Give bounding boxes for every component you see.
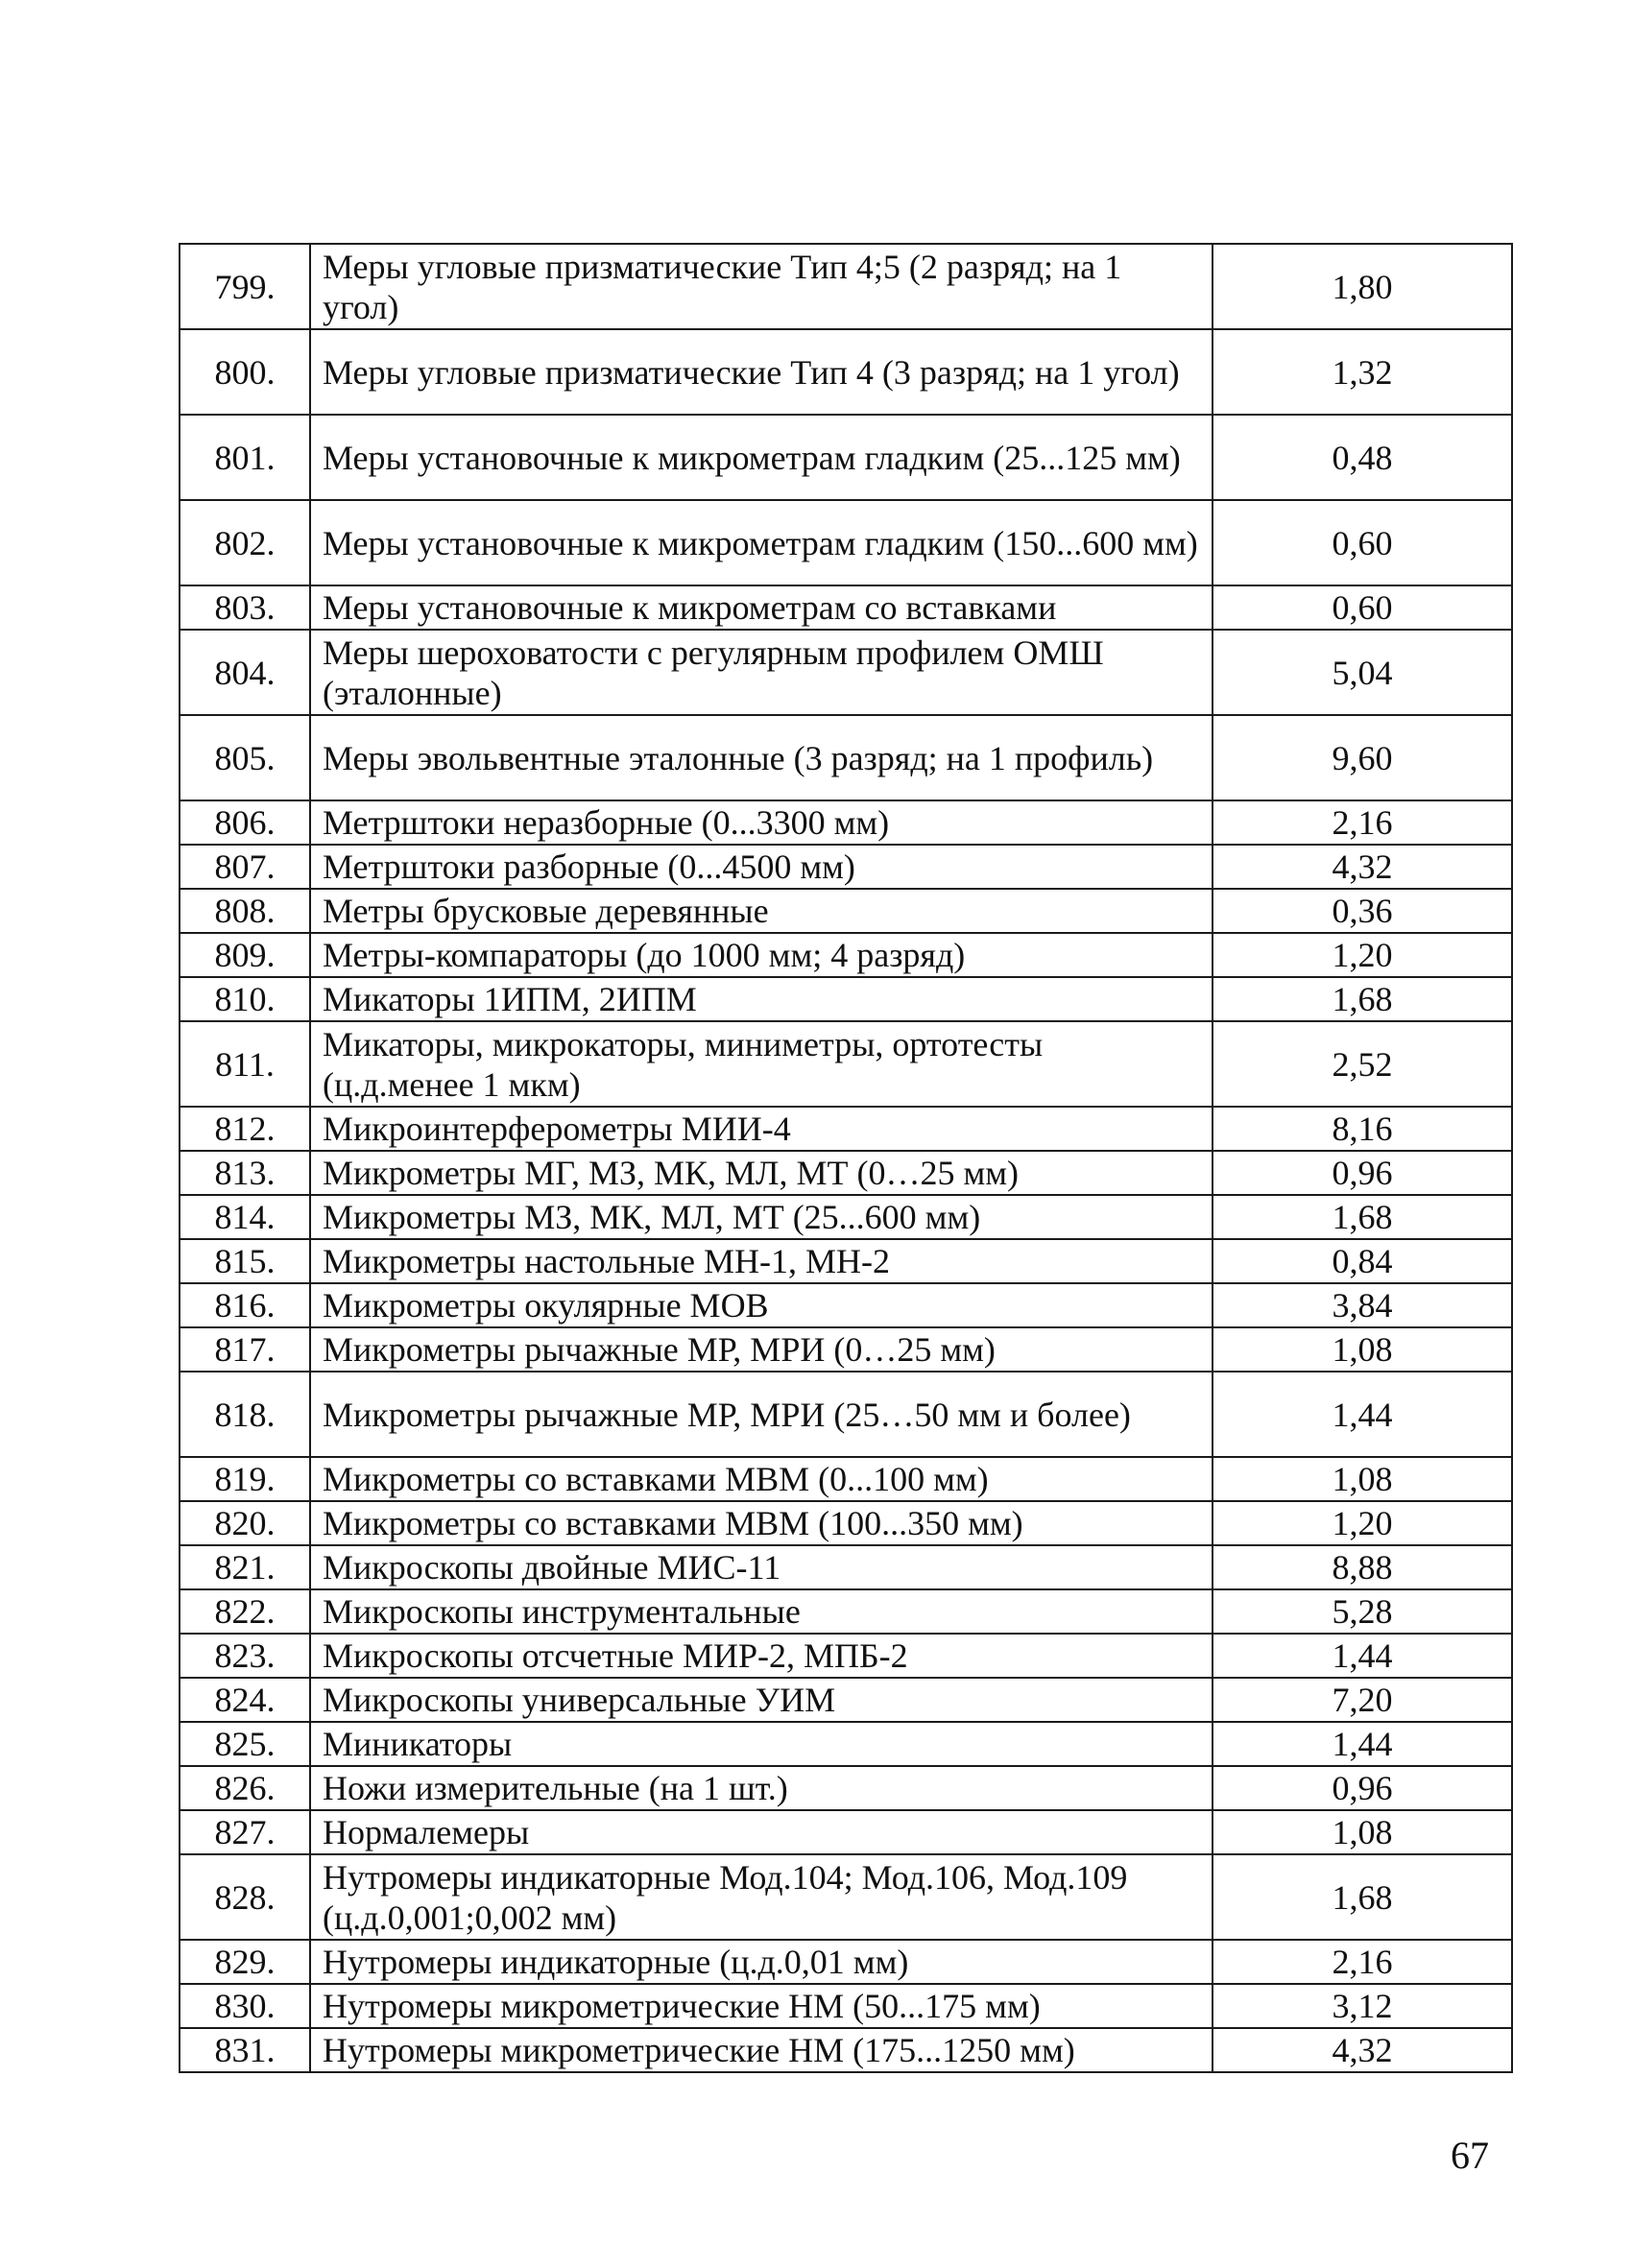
row-number: 813. bbox=[180, 1151, 310, 1195]
item-value: 1,20 bbox=[1213, 933, 1512, 977]
item-value: 0,48 bbox=[1213, 415, 1512, 500]
item-name: Метры брусковые деревянные bbox=[310, 889, 1213, 933]
item-value: 1,68 bbox=[1213, 977, 1512, 1021]
row-number: 816. bbox=[180, 1283, 310, 1327]
item-name: Ножи измерительные (на 1 шт.) bbox=[310, 1766, 1213, 1810]
item-value: 1,32 bbox=[1213, 329, 1512, 415]
item-value: 1,20 bbox=[1213, 1501, 1512, 1545]
item-name: Меры установочные к микрометрам гладким (25...125 мм) bbox=[310, 415, 1213, 500]
row-number: 815. bbox=[180, 1239, 310, 1283]
table-row bbox=[180, 1372, 1512, 1457]
row-number: 806. bbox=[180, 800, 310, 845]
table-row bbox=[180, 1239, 1512, 1283]
item-name: Метрштоки разборные (0...4500 мм) bbox=[310, 845, 1213, 889]
item-name: Микроскопы отсчетные МИР-2, МПБ-2 bbox=[310, 1634, 1213, 1678]
table-row bbox=[180, 585, 1512, 630]
item-name: Микроинтерферометры МИИ-4 bbox=[310, 1107, 1213, 1151]
row-number: 824. bbox=[180, 1678, 310, 1722]
item-name: Микаторы, микрокаторы, миниметры, ортотесты (ц.д.менее 1 мкм) bbox=[310, 1021, 1213, 1107]
table-row bbox=[180, 977, 1512, 1021]
item-value: 0,60 bbox=[1213, 585, 1512, 630]
table-row bbox=[180, 845, 1512, 889]
row-number: 807. bbox=[180, 845, 310, 889]
item-name: Меры эвольвентные эталонные (3 разряд; на 1 профиль) bbox=[310, 715, 1213, 800]
row-number: 822. bbox=[180, 1589, 310, 1634]
table-row bbox=[180, 1501, 1512, 1545]
row-number: 809. bbox=[180, 933, 310, 977]
item-name: Меры установочные к микрометрам гладким (150...600 мм) bbox=[310, 500, 1213, 585]
table-row bbox=[180, 1021, 1512, 1107]
item-name: Микрометры настольные МН-1, МН-2 bbox=[310, 1239, 1213, 1283]
table-row bbox=[180, 1634, 1512, 1678]
row-number: 800. bbox=[180, 329, 310, 415]
row-number: 808. bbox=[180, 889, 310, 933]
table-row bbox=[180, 329, 1512, 415]
table-row bbox=[180, 1766, 1512, 1810]
row-number: 829. bbox=[180, 1940, 310, 1984]
item-value: 5,04 bbox=[1213, 630, 1512, 715]
table-row bbox=[180, 1984, 1512, 2028]
table-row bbox=[180, 244, 1512, 329]
table-row bbox=[180, 800, 1512, 845]
item-value: 2,16 bbox=[1213, 800, 1512, 845]
item-value: 1,44 bbox=[1213, 1634, 1512, 1678]
item-name: Микрометры рычажные МР, МРИ (0…25 мм) bbox=[310, 1327, 1213, 1372]
row-number: 820. bbox=[180, 1501, 310, 1545]
item-name: Микаторы 1ИПМ, 2ИПМ bbox=[310, 977, 1213, 1021]
item-value: 4,32 bbox=[1213, 2028, 1512, 2072]
row-number: 831. bbox=[180, 2028, 310, 2072]
table-row bbox=[180, 1854, 1512, 1940]
table-row bbox=[180, 1545, 1512, 1589]
page-number: 67 bbox=[1451, 2134, 1489, 2177]
row-number: 814. bbox=[180, 1195, 310, 1239]
item-value: 1,68 bbox=[1213, 1195, 1512, 1239]
table-row bbox=[180, 1810, 1512, 1854]
row-number: 803. bbox=[180, 585, 310, 630]
item-name: Микроскопы двойные МИС-11 bbox=[310, 1545, 1213, 1589]
item-value: 8,88 bbox=[1213, 1545, 1512, 1589]
item-name: Нутромеры индикаторные Мод.104; Мод.106, Мод.109 (ц.д.0,001;0,002 мм) bbox=[310, 1854, 1213, 1940]
table-row bbox=[180, 415, 1512, 500]
row-number: 821. bbox=[180, 1545, 310, 1589]
item-value: 3,12 bbox=[1213, 1984, 1512, 2028]
table-row bbox=[180, 1678, 1512, 1722]
table-row bbox=[180, 1151, 1512, 1195]
item-name: Микрометры окулярные МОВ bbox=[310, 1283, 1213, 1327]
item-value: 2,52 bbox=[1213, 1021, 1512, 1107]
row-number: 812. bbox=[180, 1107, 310, 1151]
table-row bbox=[180, 630, 1512, 715]
row-number: 810. bbox=[180, 977, 310, 1021]
row-number: 801. bbox=[180, 415, 310, 500]
item-name: Микрометры МГ, МЗ, МК, МЛ, МТ (0…25 мм) bbox=[310, 1151, 1213, 1195]
item-value: 9,60 bbox=[1213, 715, 1512, 800]
item-name: Нутромеры индикаторные (ц.д.0,01 мм) bbox=[310, 1940, 1213, 1984]
table-row bbox=[180, 1327, 1512, 1372]
row-number: 825. bbox=[180, 1722, 310, 1766]
row-number: 828. bbox=[180, 1854, 310, 1940]
item-name: Нутромеры микрометрические НМ (50...175 мм) bbox=[310, 1984, 1213, 2028]
item-name: Микрометры со вставками МВМ (100...350 мм) bbox=[310, 1501, 1213, 1545]
item-value: 8,16 bbox=[1213, 1107, 1512, 1151]
item-name: Микрометры со вставками МВМ (0...100 мм) bbox=[310, 1457, 1213, 1501]
item-value: 1,08 bbox=[1213, 1327, 1512, 1372]
item-value: 1,44 bbox=[1213, 1372, 1512, 1457]
row-number: 804. bbox=[180, 630, 310, 715]
item-value: 3,84 bbox=[1213, 1283, 1512, 1327]
row-number: 818. bbox=[180, 1372, 310, 1457]
table-row bbox=[180, 500, 1512, 585]
item-value: 1,68 bbox=[1213, 1854, 1512, 1940]
row-number: 830. bbox=[180, 1984, 310, 2028]
table-row bbox=[180, 1722, 1512, 1766]
row-number: 826. bbox=[180, 1766, 310, 1810]
row-number: 811. bbox=[180, 1021, 310, 1107]
row-number: 823. bbox=[180, 1634, 310, 1678]
item-name: Нутромеры микрометрические НМ (175...1250 мм) bbox=[310, 2028, 1213, 2072]
table-row bbox=[180, 1589, 1512, 1634]
table-row bbox=[180, 715, 1512, 800]
item-name: Микроскопы инструментальные bbox=[310, 1589, 1213, 1634]
item-name: Меры угловые призматические Тип 4 (3 разряд; на 1 угол) bbox=[310, 329, 1213, 415]
row-number: 827. bbox=[180, 1810, 310, 1854]
item-name: Нормалемеры bbox=[310, 1810, 1213, 1854]
item-value: 5,28 bbox=[1213, 1589, 1512, 1634]
item-name: Меры установочные к микрометрам со вставками bbox=[310, 585, 1213, 630]
item-name: Меры шероховатости с регулярным профилем ОМШ (эталонные) bbox=[310, 630, 1213, 715]
item-value: 1,80 bbox=[1213, 244, 1512, 329]
item-value: 0,96 bbox=[1213, 1766, 1512, 1810]
item-value: 7,20 bbox=[1213, 1678, 1512, 1722]
table-row bbox=[180, 2028, 1512, 2072]
table-row bbox=[180, 1107, 1512, 1151]
item-value: 1,44 bbox=[1213, 1722, 1512, 1766]
item-value: 0,96 bbox=[1213, 1151, 1512, 1195]
item-value: 1,08 bbox=[1213, 1810, 1512, 1854]
row-number: 819. bbox=[180, 1457, 310, 1501]
table-row bbox=[180, 1940, 1512, 1984]
item-value: 0,36 bbox=[1213, 889, 1512, 933]
price-table bbox=[179, 243, 1513, 2073]
item-value: 0,60 bbox=[1213, 500, 1512, 585]
item-value: 1,08 bbox=[1213, 1457, 1512, 1501]
item-value: 0,84 bbox=[1213, 1239, 1512, 1283]
item-name: Метрштоки неразборные (0...3300 мм) bbox=[310, 800, 1213, 845]
item-name: Микрометры рычажные МР, МРИ (25…50 мм и более) bbox=[310, 1372, 1213, 1457]
item-name: Метры-компараторы (до 1000 мм; 4 разряд) bbox=[310, 933, 1213, 977]
item-value: 2,16 bbox=[1213, 1940, 1512, 1984]
table-row bbox=[180, 933, 1512, 977]
item-name: Миникаторы bbox=[310, 1722, 1213, 1766]
item-name: Микроскопы универсальные УИМ bbox=[310, 1678, 1213, 1722]
table-row bbox=[180, 1457, 1512, 1501]
row-number: 802. bbox=[180, 500, 310, 585]
row-number: 799. bbox=[180, 244, 310, 329]
table-row bbox=[180, 1283, 1512, 1327]
item-value: 4,32 bbox=[1213, 845, 1512, 889]
table-row bbox=[180, 1195, 1512, 1239]
row-number: 817. bbox=[180, 1327, 310, 1372]
table-row bbox=[180, 889, 1512, 933]
row-number: 805. bbox=[180, 715, 310, 800]
item-name: Микрометры МЗ, МК, МЛ, МТ (25...600 мм) bbox=[310, 1195, 1213, 1239]
item-name: Меры угловые призматические Тип 4;5 (2 разряд; на 1 угол) bbox=[310, 244, 1213, 329]
